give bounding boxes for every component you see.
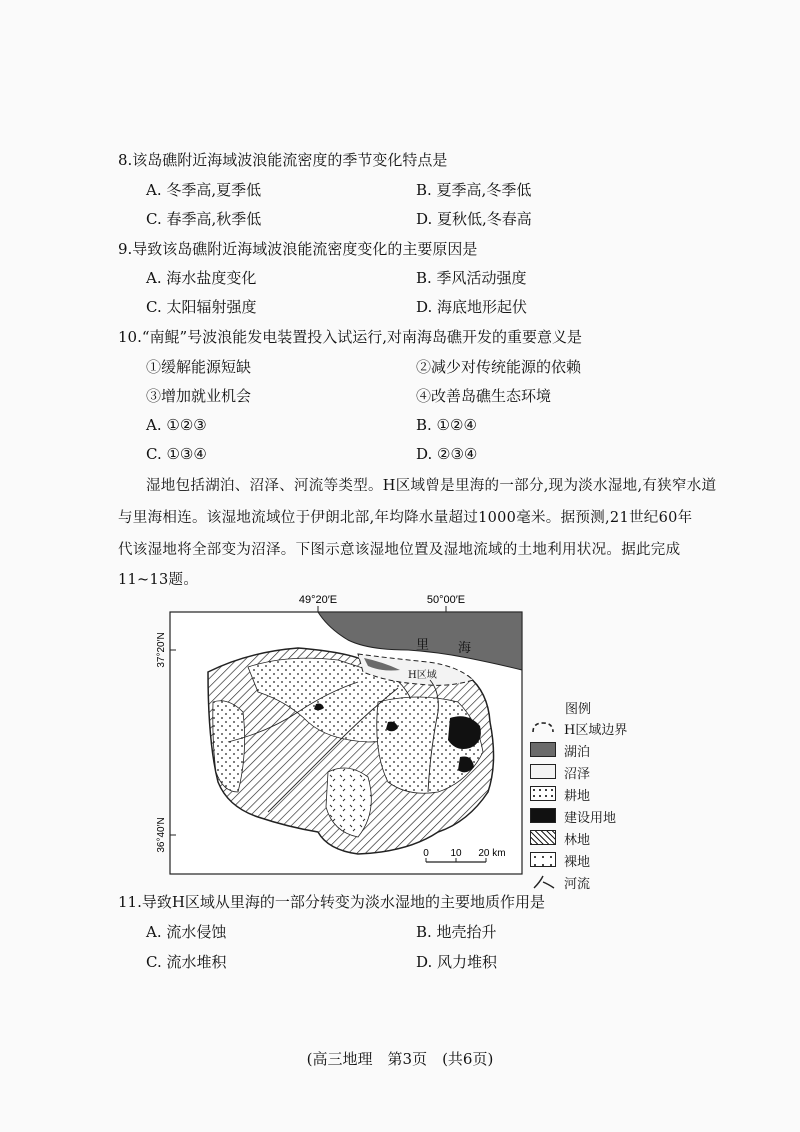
- q11-stem: 11.导致H区域从里海的一部分转变为淡水湿地的主要地质作用是: [118, 893, 545, 911]
- q10-statement-3: ③增加就业机会: [146, 387, 252, 405]
- q8-stem: 8.该岛礁附近海域波浪能流密度的季节变化特点是: [118, 151, 448, 169]
- scale-20km: 20 km: [478, 848, 506, 859]
- q9-option-b: B. 季风活动强度: [416, 269, 527, 287]
- lon-label-1: 49°20′E: [298, 594, 338, 606]
- legend-label: 林地: [564, 833, 591, 848]
- q8-option-d: D. 夏秋低,冬春高: [416, 210, 532, 228]
- q10-option-d: D. ②③④: [416, 445, 478, 463]
- bare-swatch-icon: [530, 852, 556, 867]
- q11-option-b: B. 地壳抬升: [416, 923, 497, 941]
- lake-swatch-icon: [530, 742, 556, 757]
- q10-stem: 10.“南鲲”号波浪能发电装置投入试运行,对南海岛礁开发的重要意义是: [118, 328, 582, 346]
- legend-item-lake: [530, 740, 680, 760]
- q9-option-a: A. 海水盐度变化: [146, 269, 257, 287]
- q8-option-b: B. 夏季高,冬季低: [416, 181, 532, 199]
- h-region-label: H区域: [408, 670, 437, 681]
- sea-label-li: 里: [416, 638, 430, 653]
- q10-option-a: A. ①②③: [146, 416, 207, 434]
- legend-label: H区域边界: [564, 723, 628, 738]
- river-icon: [530, 874, 556, 889]
- legend-item-cropland: [530, 784, 680, 804]
- forest-swatch-icon: [530, 830, 556, 845]
- passage-line-4: 11~13题。: [118, 572, 199, 588]
- q11-option-c: C. 流水堆积: [146, 953, 227, 971]
- builtup-swatch-icon: [530, 808, 556, 823]
- legend-item-marsh: [530, 762, 680, 782]
- q11-option-a: A. 流水侵蚀: [146, 923, 227, 941]
- lat-label-2: 36°40′N: [156, 817, 167, 853]
- q10-statement-2: ②减少对传统能源的依赖: [416, 358, 582, 376]
- q8-option-c: C. 春季高,秋季低: [146, 210, 262, 228]
- q11-option-d: D. 风力堆积: [416, 953, 498, 971]
- legend-label: 河流: [564, 877, 591, 892]
- legend-label: 耕地: [564, 789, 591, 804]
- wetland-land-use-map: [156, 592, 528, 882]
- scale-10: 10: [450, 848, 462, 859]
- q9-stem: 9.导致该岛礁附近海域波浪能流密度变化的主要原因是: [118, 240, 478, 258]
- legend-item-river: [530, 872, 680, 892]
- legend-label: 湖泊: [564, 745, 591, 760]
- passage-line-2: 与里海相连。该湿地流域位于伊朗北部,年均降水量超过1000毫米。据预测,21世纪60年: [118, 510, 693, 526]
- legend-label: 裸地: [564, 855, 591, 870]
- q10-statement-1: ①缓解能源短缺: [146, 358, 252, 376]
- page-footer: (高三地理 第3页 (共6页): [306, 1050, 494, 1068]
- legend-label: 沼泽: [564, 767, 591, 782]
- marsh-swatch-icon: [530, 764, 556, 779]
- passage-line-1: 湿地包括湖泊、沼泽、河流等类型。H区域曾是里海的一部分,现为淡水湿地,有狭窄水道: [146, 478, 717, 494]
- sea-label-hai: 海: [458, 641, 472, 656]
- legend-item-h-boundary: [530, 718, 680, 738]
- dashed-boundary-icon: [530, 720, 556, 735]
- scale-0: 0: [423, 848, 429, 859]
- q10-statement-4: ④改善岛礁生态环境: [416, 387, 552, 405]
- q8-option-a: A. 冬季高,夏季低: [146, 181, 262, 199]
- cropland-swatch-icon: [530, 786, 556, 801]
- q9-option-c: C. 太阳辐射强度: [146, 298, 257, 316]
- legend-item-builtup: [530, 806, 680, 826]
- lon-label-2: 50°00′E: [426, 594, 466, 606]
- lat-label-1: 37°20′N: [156, 632, 167, 668]
- passage-line-3: 代该湿地将全部变为沼泽。下图示意该湿地位置及湿地流域的土地利用状况。据此完成: [118, 542, 681, 558]
- q10-option-c: C. ①③④: [146, 445, 207, 463]
- legend-label: 建设用地: [564, 811, 617, 826]
- legend-item-bare: [530, 850, 680, 870]
- q10-option-b: B. ①②④: [416, 416, 477, 434]
- legend-title: 图例: [565, 702, 592, 717]
- legend-item-forest: [530, 828, 680, 848]
- q9-option-d: D. 海底地形起伏: [416, 298, 528, 316]
